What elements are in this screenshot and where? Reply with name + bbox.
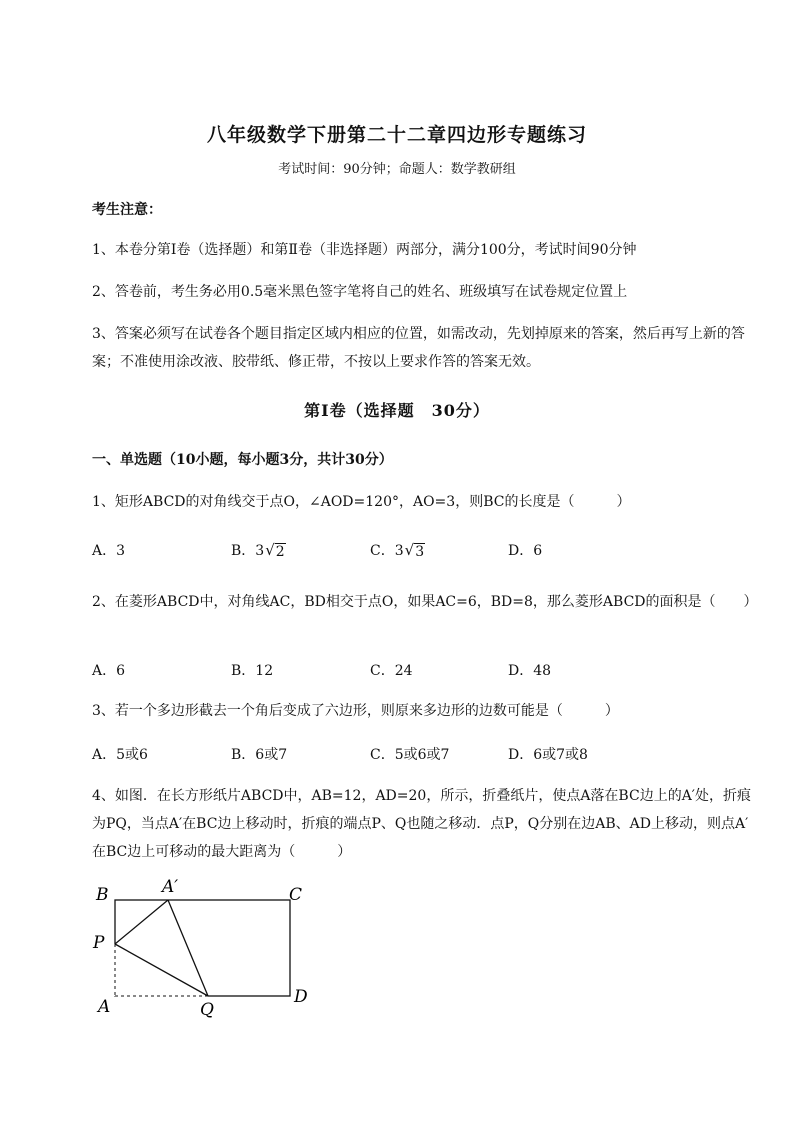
segment-a-prime-q: [168, 900, 208, 996]
option-b-radicand: 2: [275, 544, 285, 560]
exam-info: 考试时间：90分钟；命题人：数学教研组: [278, 162, 516, 177]
label-a-prime: A′: [162, 877, 179, 897]
section-title: 第I卷（选择题 30分）: [304, 401, 490, 420]
option-b-coefficient: B．3: [231, 543, 265, 559]
question-2-stem: 2、在菱形ABCD中，对角线AC，BD相交于点O，如果AC=6，BD=8，那么菱形ABCD的面积是（ ）: [92, 594, 758, 610]
option-c-radicand: 3: [415, 544, 425, 560]
label-b: B: [96, 885, 109, 905]
question-3-options: [92, 744, 752, 768]
notice-heading: 考生注意：: [92, 202, 162, 218]
option-b[interactable]: [231, 540, 286, 560]
option-b[interactable]: B．12: [231, 663, 274, 679]
question-1-stem: 1、矩形ABCD的对角线交于点O，∠AOD=120°，AO=3，则BC的长度是（ ）: [92, 494, 631, 510]
rectangle-fold-figure: [88, 872, 328, 1032]
question-3-stem: 3、若一个多边形截去一个角后变成了六边形，则原来多边形的边数可能是（ ）: [92, 703, 619, 719]
part-title: 一、单选题（10小题，每小题3分，共计30分）: [92, 452, 393, 468]
option-a[interactable]: A．6: [92, 663, 126, 679]
option-d[interactable]: D．6或7或8: [508, 747, 588, 763]
option-c[interactable]: [370, 540, 425, 560]
label-a: A: [98, 997, 111, 1017]
option-b[interactable]: B．6或7: [231, 747, 288, 763]
label-p: P: [93, 933, 105, 953]
sqrt-symbol: √ 3: [404, 541, 425, 560]
option-c[interactable]: C．5或6或7: [370, 747, 450, 763]
option-a[interactable]: A．3: [92, 543, 126, 559]
label-d: D: [294, 987, 308, 1007]
notice-item-2: 2、答卷前，考生务必用0.5毫米黑色签字笔将自己的姓名、班级填写在试卷规定位置上: [92, 284, 628, 300]
option-c[interactable]: C．24: [370, 663, 413, 679]
segment-pa-prime: [115, 900, 168, 944]
option-d[interactable]: D．6: [508, 543, 543, 559]
option-a[interactable]: A．5或6: [92, 747, 148, 763]
notice-item-1: 1、本卷分第I卷（选择题）和第Ⅱ卷（非选择题）两部分，满分100分，考试时间90分钟: [92, 242, 637, 258]
option-d[interactable]: D．48: [508, 663, 552, 679]
fold-line-pq: [115, 944, 208, 996]
sqrt-symbol: √ 2: [265, 541, 285, 560]
question-1-options: [92, 540, 752, 564]
question-4-stem: 4、如图．在长方形纸片ABCD中，AB=12，AD=20，所示，折叠纸片，使点A落在BC边上的A′处，折痕为PQ，当点A′在BC边上移动时，折痕的端点P、Q也随之移动．点P，Q分别在边AB、AD上移动，则点A′在BC边上可移动的最大距离为（ ）: [92, 788, 751, 860]
option-c-coefficient: C．3: [370, 543, 404, 559]
question-2-options: [92, 660, 752, 684]
label-q: Q: [200, 1000, 214, 1020]
label-c: C: [289, 885, 303, 905]
page-title: 八年级数学下册第二十二章四边形专题练习: [206, 124, 587, 146]
notice-item-3: 3、答案必须写在试卷各个题目指定区域内相应的位置，如需改动，先划掉原来的答案，然后再写上新的答案；不准使用涂改液、胶带纸、修正带，不按以上要求作答的答案无效。: [92, 326, 745, 370]
